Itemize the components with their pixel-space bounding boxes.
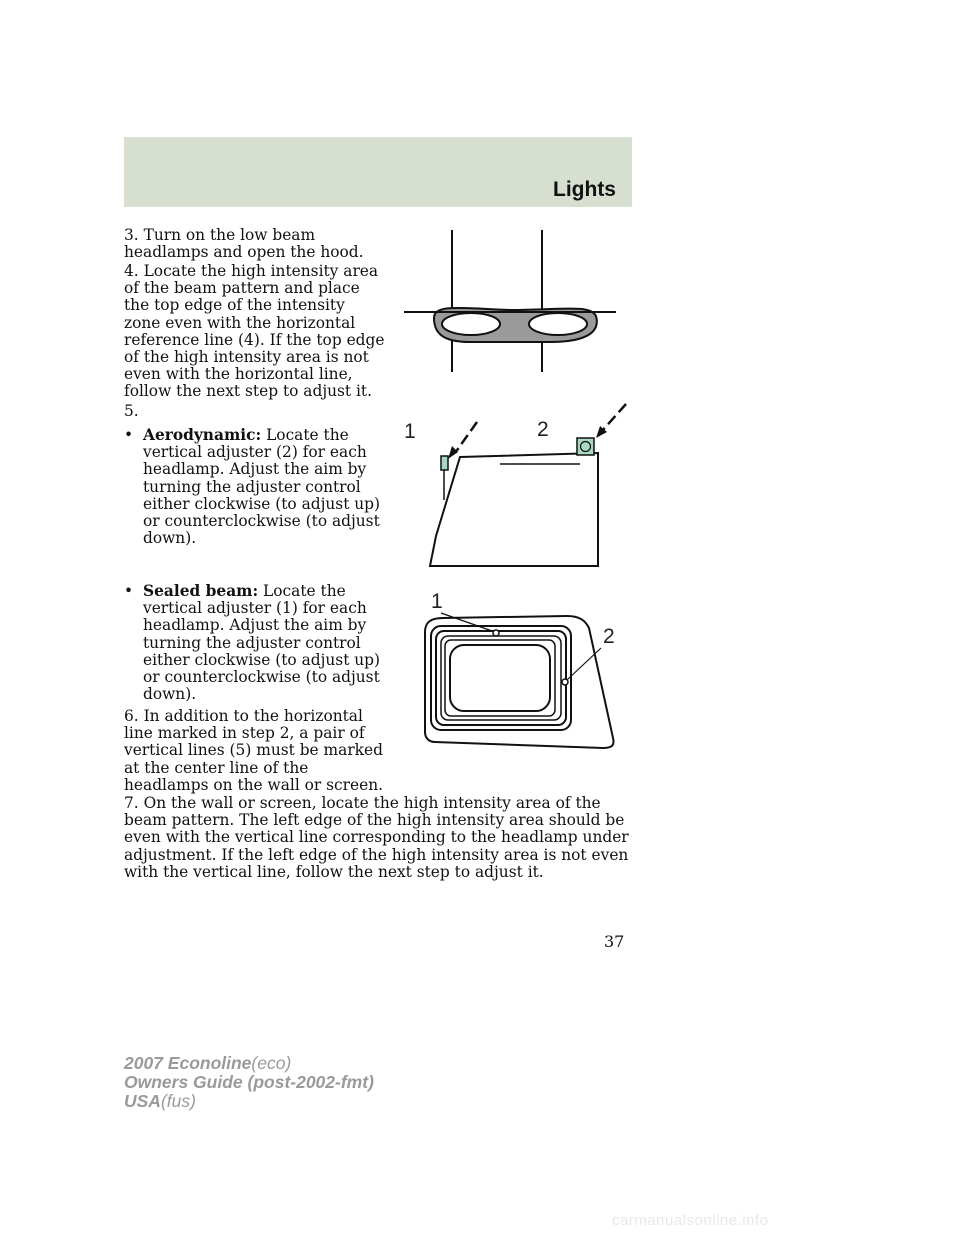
section-title: Lights (553, 178, 616, 201)
footer-model-line: 2007 Econoline(eco) (124, 1053, 292, 1073)
page-number: 37 (604, 932, 625, 951)
watermark: carmanualsonline.info (612, 1212, 769, 1229)
sealed-beam-text: Locate the vertical adjuster (1) for each headlamp. Adjust the aim by turning the adjuster control either clockwise (to adjust up) or counterclockwise (to adjust down). (143, 582, 381, 704)
sealed-beam-headlamp-figure (415, 588, 629, 752)
footer-guide-line: Owners Guide (post-2002-fmt) (124, 1072, 374, 1092)
footer-market-line: USA(fus) (124, 1091, 196, 1111)
step-7: 7. On the wall or screen, locate the high intensity area of the beam pattern. The left edge of the high intensity area should be even with the vertical line corresponding to the headlamp under adjustment. If the left edge of the high intensity area is not even with the vertical line, follow the next step to adjust it. (124, 794, 629, 881)
bullet-dot: • (124, 582, 134, 600)
aero-callout-1: 1 (404, 420, 416, 443)
aerodynamic-text: Locate the vertical adjuster (2) for each headlamp. Adjust the aim by turning the adjuster control either clockwise (to adjust up) or counterclockwise (to adjust down). (143, 426, 381, 548)
beam-pattern-figure (400, 230, 620, 372)
header-band (124, 137, 632, 207)
sealed-callout-1: 1 (431, 590, 443, 613)
sealed-callout-2: 2 (603, 625, 615, 648)
aerodynamic-headlamp-figure (400, 398, 632, 570)
step-6: 6. In addition to the horizontal line marked in step 2, a pair of vertical lines (5) must be marked at the center line of the headlamps on the wall or screen. (124, 707, 384, 794)
bullet-dot: • (124, 426, 134, 444)
aerodynamic-label: Aerodynamic: (143, 426, 262, 444)
step-4: 4. Locate the high intensity area of the beam pattern and place the top edge of the intensity zone even with the horizontal reference line (4). If the top edge of the high intensity area is not even with the horizontal line, follow the next step to adjust it. (124, 262, 385, 401)
step-3: 3. Turn on the low beam headlamps and open the hood. (124, 226, 364, 262)
step-5: 5. (124, 402, 139, 420)
aero-callout-2: 2 (537, 418, 549, 441)
sealed-beam-label: Sealed beam: (143, 582, 259, 600)
